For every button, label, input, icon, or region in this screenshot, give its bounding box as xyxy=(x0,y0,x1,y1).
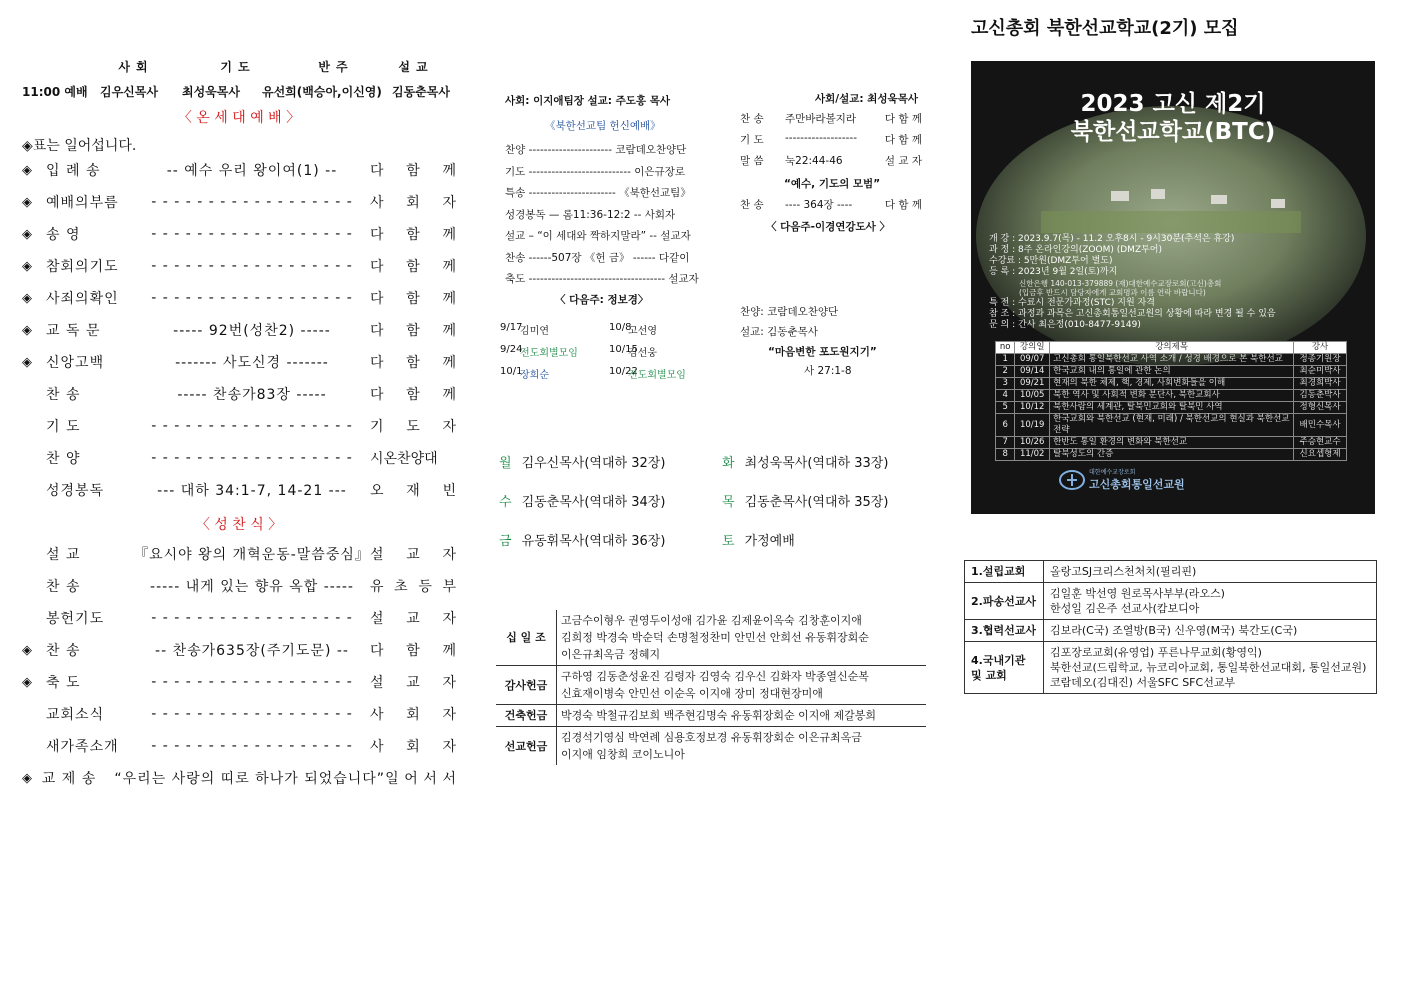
order-detail: - - - - - - - - - - - - - - - - - - xyxy=(151,610,353,626)
order-name xyxy=(46,352,134,372)
offering-line: 신효재이병숙 안민선 이순옥 이지애 장미 정대현장미애 xyxy=(561,687,823,700)
order-detail: - - - - - - - - - - - - - - - - - - xyxy=(151,450,353,466)
logo-small-text: 대한예수교장로회 xyxy=(1089,469,1136,476)
order-name-text: 교 독 문 xyxy=(46,323,101,339)
order-leader: 다 함 께 xyxy=(370,227,456,243)
btc-poster xyxy=(971,61,1375,514)
poster-table-row xyxy=(996,354,1347,366)
offering-table xyxy=(496,610,926,765)
poster-table-cell: 현재의 북한 체제, 핵, 경제, 사회변화들을 이해 xyxy=(1050,378,1294,390)
stand-mark: ◈ xyxy=(22,642,32,658)
order-name xyxy=(46,736,134,756)
poster-table-cell: 10/19 xyxy=(1015,414,1050,437)
poster-table-cell: 09/21 xyxy=(1015,378,1050,390)
order-detail: -- 예수 우리 왕이여(1) -- xyxy=(166,163,338,179)
poster-table-cell: 8 xyxy=(996,449,1015,461)
order-detail: - - - - - - - - - - - - - - - - - - xyxy=(151,418,353,434)
offering-row xyxy=(496,727,926,766)
poster-table-row xyxy=(996,437,1347,449)
order-name-text: 설 교 xyxy=(46,547,81,563)
poster-info-2 xyxy=(989,298,1276,331)
order-row xyxy=(22,767,456,789)
poster-table-row xyxy=(996,414,1347,437)
evening-order-row: 기도 --------------------------- 이은규장로 xyxy=(505,165,685,178)
wed-order-right: 다 함 께 xyxy=(884,134,922,146)
schedule-cell: 10/22 xyxy=(609,366,638,377)
stand-mark: ◈ xyxy=(22,290,32,306)
role-sermon: 김동춘목사 xyxy=(392,85,450,99)
order-leader: 사 회 자 xyxy=(370,739,456,755)
order-leader: 기 도 자 xyxy=(370,419,456,435)
order-row xyxy=(22,415,456,437)
poster-table-head-cell: no xyxy=(996,342,1015,354)
offering-row xyxy=(496,666,926,705)
mission-names xyxy=(1044,620,1377,642)
schedule-cell: 김미연 xyxy=(520,326,549,337)
poster-info-line: 참 조 : 과정과 과목은 고신총회통일선교원의 상황에 따라 변경 될 수 있음 xyxy=(989,309,1276,319)
order-name xyxy=(46,480,134,500)
wed-next: 〈 다음주-이경연강도사 〉 xyxy=(766,221,890,233)
mission-row xyxy=(965,561,1377,583)
evening-next: 〈 다음주: 정보경〉 xyxy=(555,294,649,306)
order-leader: 설 교 자 xyxy=(370,675,456,691)
wed-order-mid: 눅22:44-46 xyxy=(785,155,843,167)
order-name xyxy=(46,256,134,276)
poster-table-cell: 신요셉형제 xyxy=(1294,449,1347,461)
poster-table-head-cell: 강의제목 xyxy=(1050,342,1294,354)
evening-order-row: 특송 ----------------------- 《북한선교팀》 xyxy=(505,187,691,199)
schedule-cell: 10/15 xyxy=(609,344,638,355)
poster-info xyxy=(989,234,1234,278)
mission-line: 김포장로교회(유영업) 푸른나무교회(황영익) xyxy=(1050,646,1262,659)
devotion-item xyxy=(499,452,665,471)
order-name xyxy=(46,448,134,468)
poster-table-cell: 북한 역사 및 사회적 변화 분단사, 북한교회사 xyxy=(1050,390,1294,402)
order-name xyxy=(46,160,134,180)
fri-title: “마음변한 포도원지기” xyxy=(768,346,877,358)
wed-order-label: 기 도 xyxy=(740,134,764,146)
devotion-text: 유동휘목사(역대하 36장) xyxy=(521,534,666,549)
fri-preacher: 설교: 김동춘목사 xyxy=(740,326,818,338)
order-name-text: 교회소식 xyxy=(46,707,105,723)
order-name-text: 찬 송 xyxy=(46,387,81,403)
order-name xyxy=(46,608,134,628)
mission-names xyxy=(1044,642,1377,694)
poster-table-row xyxy=(996,449,1347,461)
order-row xyxy=(22,607,456,629)
stand-mark: ◈ xyxy=(22,322,32,338)
stand-mark: ◈ xyxy=(22,770,32,786)
wed-order-label: 찬 송 xyxy=(740,113,764,125)
poster-table-cell: 북한사람의 세계관, 탈북민교회와 탈북민 사역 xyxy=(1050,402,1294,414)
order-leader: 설 교 자 xyxy=(370,547,456,563)
schedule-cell: 전도회별모임 xyxy=(520,348,578,359)
poster-account: 신한은행 140-013-379889 (재)대한예수교장로회(고신)총회 xyxy=(1019,279,1222,288)
order-row xyxy=(22,703,456,725)
poster-table-header xyxy=(996,342,1347,354)
wed-order-label: 말 씀 xyxy=(740,155,764,167)
poster-info-line: 문 의 : 간사 최은정(010-8477-9149) xyxy=(989,320,1141,330)
offering-row xyxy=(496,705,926,727)
offering-kind: 선교헌금 xyxy=(496,727,557,766)
order-name xyxy=(42,768,115,788)
mission-kind: 4.국내기관 및 교회 xyxy=(965,642,1044,694)
poster-table-cell: 김동춘박사 xyxy=(1294,390,1347,402)
wed-order-mid: 주만바라볼지라 xyxy=(785,113,857,125)
poster-table-cell: 한반도 통일 환경의 변화와 북한선교 xyxy=(1050,437,1294,449)
mission-kind: 2.파송선교사 xyxy=(965,583,1044,620)
stand-mark: ◈ xyxy=(22,258,32,274)
order-leader: 다 함 께 xyxy=(370,355,456,371)
offering-names xyxy=(557,666,927,705)
offering-line: 이은규최옥금 정혜지 xyxy=(561,648,661,661)
stand-mark: ◈ xyxy=(22,354,32,370)
order-name xyxy=(46,384,134,404)
devotion-text: 최성욱목사(역대하 33장) xyxy=(744,456,889,471)
mission-logo-icon xyxy=(1059,469,1085,491)
poster-table-row xyxy=(996,402,1347,414)
order-name xyxy=(46,320,134,340)
evening-title: 《북한선교팀 헌신예배》 xyxy=(545,120,661,132)
devotion-item xyxy=(499,530,665,549)
order-name-text: 찬 양 xyxy=(46,451,81,467)
poster-table-cell: 2 xyxy=(996,366,1015,378)
order-row xyxy=(22,351,456,373)
order-leader: 다 함 께 xyxy=(370,387,456,403)
poster-info-line: 과 정 : 8주 온라인강의(ZOOM) (DMZ투어) xyxy=(989,245,1163,255)
wed-row4-right: 다 함 께 xyxy=(884,199,922,211)
order-detail: - - - - - - - - - - - - - - - - - - xyxy=(151,738,353,754)
devotion-item xyxy=(722,530,795,549)
poster-table-cell: 주승현교수 xyxy=(1294,437,1347,449)
evening-order-row: 성경봉독 — 롬11:36-12:2 -- 사회자 xyxy=(505,208,676,221)
offering-line: 김희정 박경숙 박순덕 손명철정찬미 안민선 안희선 유동휘장회순 xyxy=(561,631,869,644)
order-row xyxy=(22,287,456,309)
order-detail: - - - - - - - - - - - - - - - - - - xyxy=(151,226,353,242)
poster-logo xyxy=(1059,467,1185,492)
schedule-cell: 9/24 xyxy=(500,344,523,355)
wed-row4-label: 찬 송 xyxy=(740,199,764,211)
order-name-text: 신앙고백 xyxy=(46,355,105,371)
order-leader: 다 함 께 xyxy=(370,259,456,275)
devotion-day: 목 xyxy=(722,495,735,510)
order-detail: - - - - - - - - - - - - - - - - - - xyxy=(151,258,353,274)
order-row xyxy=(22,735,456,757)
order-row xyxy=(22,447,456,469)
poster-info-line: 수강료 : 5만원(DMZ투어 별도) xyxy=(989,256,1113,266)
poster-table-cell: 4 xyxy=(996,390,1015,402)
order-name-text: 축 도 xyxy=(46,675,81,691)
devotion-day: 월 xyxy=(499,456,512,471)
order-leader: 사 회 자 xyxy=(370,195,456,211)
roles-header xyxy=(100,58,460,75)
poster-account-note: (입금후 반드시 담당자에게 교회명과 이름 연락 바랍니다) xyxy=(1019,288,1206,297)
order-detail: - - - - - - - - - - - - - - - - - - xyxy=(151,674,353,690)
order-row xyxy=(22,191,456,213)
poster-table-cell: 10/26 xyxy=(1015,437,1050,449)
order-name-text: 새가족소개 xyxy=(46,739,119,755)
poster-table-row xyxy=(996,378,1347,390)
mission-line: 코람데오(김대진) 서울SFC SFC선교부 xyxy=(1050,676,1236,689)
poster-info-line: 개 강 : 2023.9.7(목) - 11.2 오후8시 - 9시30분(추석은 휴강) xyxy=(989,234,1235,244)
order-name-text: 예배의부름 xyxy=(46,195,119,211)
order-name-text: 성경봉독 xyxy=(46,483,105,499)
mission-row xyxy=(965,642,1377,694)
poster-table-row xyxy=(996,366,1347,378)
offering-line: 박경숙 박철규김보희 백주현김명숙 유동휘장회순 이지애 제갈봉희 xyxy=(561,709,877,722)
wed-order-mid: ------------------- xyxy=(785,132,857,144)
devotion-text: 가정예배 xyxy=(744,534,795,549)
poster-table-cell: 10/12 xyxy=(1015,402,1050,414)
poster-table-cell: 최순미박사 xyxy=(1294,366,1347,378)
order-row xyxy=(22,671,456,693)
order-leader: 사 회 자 xyxy=(370,707,456,723)
schedule-cell: 김선웅 xyxy=(628,348,657,359)
role-header-sermon: 설교 xyxy=(398,60,434,74)
mission-line: 북한선교(드림학교, 뉴코리아교회, 통일북한선교대회, 통일선교원) xyxy=(1050,661,1367,674)
poster-table-cell: 11/02 xyxy=(1015,449,1050,461)
devotion-text: 김동춘목사(역대하 34장) xyxy=(521,495,666,510)
service-time: 11:00 예배 xyxy=(22,85,88,99)
order-leader: 다 함 께 xyxy=(370,291,456,307)
poster-table-cell: 1 xyxy=(996,354,1015,366)
mission-names xyxy=(1044,561,1377,583)
order-detail: - - - - - - - - - - - - - - - - - - xyxy=(151,290,353,306)
order-row xyxy=(22,319,456,341)
mission-line: 올랑고SJ크리스천처치(필리핀) xyxy=(1050,565,1197,578)
poster-table-cell: 정형신목사 xyxy=(1294,402,1347,414)
section-all-generation: 〈 온 세 대 예 배 〉 xyxy=(177,110,301,126)
order-leader: 오 재 빈 xyxy=(370,483,456,499)
mission-row xyxy=(965,620,1377,642)
mission-kind: 3.협력선교사 xyxy=(965,620,1044,642)
devotion-text: 김우신목사(역대하 32장) xyxy=(521,456,666,471)
devotion-item xyxy=(722,452,888,471)
poster-lecture-table xyxy=(995,341,1347,461)
poster-table-row xyxy=(996,390,1347,402)
poster-title-2: 북한선교학교(BTC) xyxy=(1070,119,1276,145)
poster-table-cell: 한국교회 내의 통일에 관한 논의 xyxy=(1050,366,1294,378)
fri-scripture: 사 27:1-8 xyxy=(804,365,852,377)
offering-line: 김경석기영심 박연례 심용호정보경 유동휘장회순 이은규최옥금 xyxy=(561,731,862,744)
poster-table-cell: 고신총회 통일북한선교 사역 소개 / 성경 배경으로 본 북한선교 xyxy=(1050,354,1294,366)
stand-note: ◈표는 일어섭니다. xyxy=(22,138,137,154)
mission-kind: 1.설립교회 xyxy=(965,561,1044,583)
order-detail: --- 대하 34:1-7, 14-21 --- xyxy=(157,483,347,499)
order-name-text: 참회의기도 xyxy=(46,259,119,275)
order-detail: ------- 사도신경 ------- xyxy=(175,355,329,371)
recruit-title: 고신총회 북한선교학교(2기) 모집 xyxy=(971,18,1239,39)
wed-row4-mid: ---- 364장 ---- xyxy=(785,199,853,211)
offering-row xyxy=(496,610,926,666)
order-name xyxy=(46,224,134,244)
role-host: 김우신목사 xyxy=(100,85,158,99)
order-row xyxy=(22,159,456,181)
order-row xyxy=(22,575,456,597)
order-name-text: 찬 송 xyxy=(46,643,81,659)
role-accomp: 유선희(백승아,이신영) xyxy=(262,85,382,99)
evening-head: 사회: 이지애팀장 설교: 주도홍 목사 xyxy=(505,95,671,107)
order-detail: - - - - - - - - - - - - - - - - - - xyxy=(151,194,353,210)
poster-table-cell: 7 xyxy=(996,437,1015,449)
poster-info-line: 특 전 : 수료시 전문가과정(STC) 지원 자격 xyxy=(989,298,1155,308)
poster-table-cell: 한국교회와 북한선교 (현재, 미래) / 북한선교의 현실과 북한선교 전략 xyxy=(1050,414,1294,437)
poster-table-cell: 10/05 xyxy=(1015,390,1050,402)
order-row xyxy=(22,383,456,405)
offering-line: 구하영 김동춘성윤진 김령자 김영숙 김우신 김화자 박종열신순복 xyxy=(561,670,869,683)
wed-order-right: 설 교 자 xyxy=(884,155,922,167)
evening-order-row: 찬송 ------507장 《헌 금》 ------ 다같이 xyxy=(505,251,690,264)
order-name-text: 교 제 송 xyxy=(41,771,97,787)
offering-line: 이지애 임창희 코이노니아 xyxy=(561,748,685,761)
order-leader: 설 교 자 xyxy=(370,611,456,627)
schedule-cell: 9/17 xyxy=(500,322,523,333)
order-name-text: 기 도 xyxy=(46,419,81,435)
schedule-cell: 장희순 xyxy=(520,370,549,381)
order-name xyxy=(46,192,134,212)
wed-head: 사회/설교: 최성욱목사 xyxy=(815,93,918,105)
stand-mark: ◈ xyxy=(22,194,32,210)
mission-names xyxy=(1044,583,1377,620)
order-row xyxy=(22,639,456,661)
role-header-prayer: 기도 xyxy=(220,60,256,74)
mission-row xyxy=(965,583,1377,620)
order-row xyxy=(22,543,456,565)
mission-table xyxy=(964,560,1377,694)
order-name xyxy=(46,416,134,436)
order-leader: 시온찬양대 xyxy=(370,451,438,467)
poster-table-head-cell: 강의일 xyxy=(1015,342,1050,354)
mission-line: 김보라(C국) 조열방(B국) 신우영(M국) 북간도(C국) xyxy=(1050,624,1298,637)
schedule-cell: 10/8 xyxy=(609,322,632,333)
devotion-day: 토 xyxy=(722,534,735,549)
fri-praise: 찬양: 코람데오찬양단 xyxy=(740,306,839,318)
poster-table-cell: 09/07 xyxy=(1015,354,1050,366)
role-header-accomp: 반주 xyxy=(318,60,354,74)
poster-table-cell: 3 xyxy=(996,378,1015,390)
order-name xyxy=(46,672,134,692)
offering-kind: 십 일 조 xyxy=(496,610,557,666)
devotion-day: 화 xyxy=(722,456,735,471)
offering-kind: 건축헌금 xyxy=(496,705,557,727)
order-name xyxy=(46,576,134,596)
stand-mark: ◈ xyxy=(22,162,32,178)
devotion-item xyxy=(499,491,665,510)
poster-lecture-table-wrap xyxy=(995,341,1347,461)
order-detail: - - - - - - - - - - - - - - - - - - xyxy=(151,706,353,722)
offering-names xyxy=(557,705,927,727)
stand-mark: ◈ xyxy=(22,226,32,242)
offering-line: 고금수이형우 권영두이성애 김가윤 김제윤이옥숙 김창훈이지애 xyxy=(561,614,862,627)
stand-mark: ◈ xyxy=(22,674,32,690)
poster-info-line: 등 록 : 2023년 9월 2일(토)까지 xyxy=(989,267,1118,277)
order-name-text: 사죄의확인 xyxy=(46,291,119,307)
poster-table-cell: 6 xyxy=(996,414,1015,437)
evening-order-row: 찬양 ---------------------- 코람데오찬양단 xyxy=(505,144,687,156)
wed-order-right: 다 함 께 xyxy=(884,113,922,125)
schedule-cell: 전도회별모임 xyxy=(628,370,686,381)
logo-text: 고신총회통일선교원 xyxy=(1089,478,1185,491)
devotion-item xyxy=(722,491,888,510)
poster-table-cell: 09/14 xyxy=(1015,366,1050,378)
order-name xyxy=(46,704,134,724)
schedule-cell: 고선영 xyxy=(628,326,657,337)
role-header-host: 사회 xyxy=(118,60,154,74)
order-leader: 일 어 서 서 xyxy=(385,771,456,787)
order-name-text: 입 례 송 xyxy=(46,163,101,179)
devotion-text: 김동춘목사(역대하 35장) xyxy=(744,495,889,510)
poster-table-cell: 5 xyxy=(996,402,1015,414)
order-detail: ----- 찬송가83장 ----- xyxy=(177,387,327,403)
order-leader: 유 초 등 부 xyxy=(370,579,456,595)
order-leader: 다 함 께 xyxy=(370,643,456,659)
poster-table-cell: 배민수목사 xyxy=(1294,414,1347,437)
offering-names xyxy=(557,727,927,766)
mission-line: 김일훈 박선영 원로목사부부(라오스) xyxy=(1050,587,1225,600)
order-name xyxy=(46,640,134,660)
order-name xyxy=(46,544,134,564)
offering-kind: 감사헌금 xyxy=(496,666,557,705)
poster-table-cell: 정종기원장 xyxy=(1294,354,1347,366)
order-leader: 다 함 께 xyxy=(370,163,456,179)
role-prayer: 최성욱목사 xyxy=(182,85,240,99)
order-name-text: 찬 송 xyxy=(46,579,81,595)
devotion-day: 수 xyxy=(499,495,512,510)
poster-title-1: 2023 고신 제2기 xyxy=(1080,91,1266,117)
section-communion: 〈 성 찬 식 〉 xyxy=(195,517,283,533)
order-detail: “우리는 사랑의 띠로 하나가 되었습니다” xyxy=(114,771,386,787)
devotion-day: 금 xyxy=(499,534,512,549)
order-row xyxy=(22,479,456,501)
evening-order-row: 축도 ------------------------------------ 설교자 xyxy=(505,273,699,285)
wed-title: “예수, 기도의 모범” xyxy=(784,178,881,190)
order-name xyxy=(46,288,134,308)
order-name-text: 봉헌기도 xyxy=(46,611,105,627)
poster-table-cell: 탈북성도의 간증 xyxy=(1050,449,1294,461)
offering-names xyxy=(557,610,927,666)
poster-table-cell: 최경희박사 xyxy=(1294,378,1347,390)
order-detail: ----- 내게 있는 향유 옥합 ----- xyxy=(150,579,354,595)
mission-line: 한성일 김은주 선교사(캄보디아 xyxy=(1050,602,1200,615)
schedule-cell: 10/1 xyxy=(500,366,523,377)
order-leader: 다 함 께 xyxy=(370,323,456,339)
order-detail: 『요시야 왕의 개혁운동-말씀중심』 xyxy=(134,547,370,563)
order-row xyxy=(22,223,456,245)
poster-table-head-cell: 강사 xyxy=(1294,342,1347,354)
order-detail: ----- 92번(성찬2) ----- xyxy=(173,323,331,339)
evening-order-row: 설교 – “이 세대와 짝하지말라” -- 설교자 xyxy=(505,230,691,242)
order-name-text: 송 영 xyxy=(46,227,81,243)
order-detail: -- 찬송가635장(주기도문) -- xyxy=(155,643,349,659)
order-row xyxy=(22,255,456,277)
